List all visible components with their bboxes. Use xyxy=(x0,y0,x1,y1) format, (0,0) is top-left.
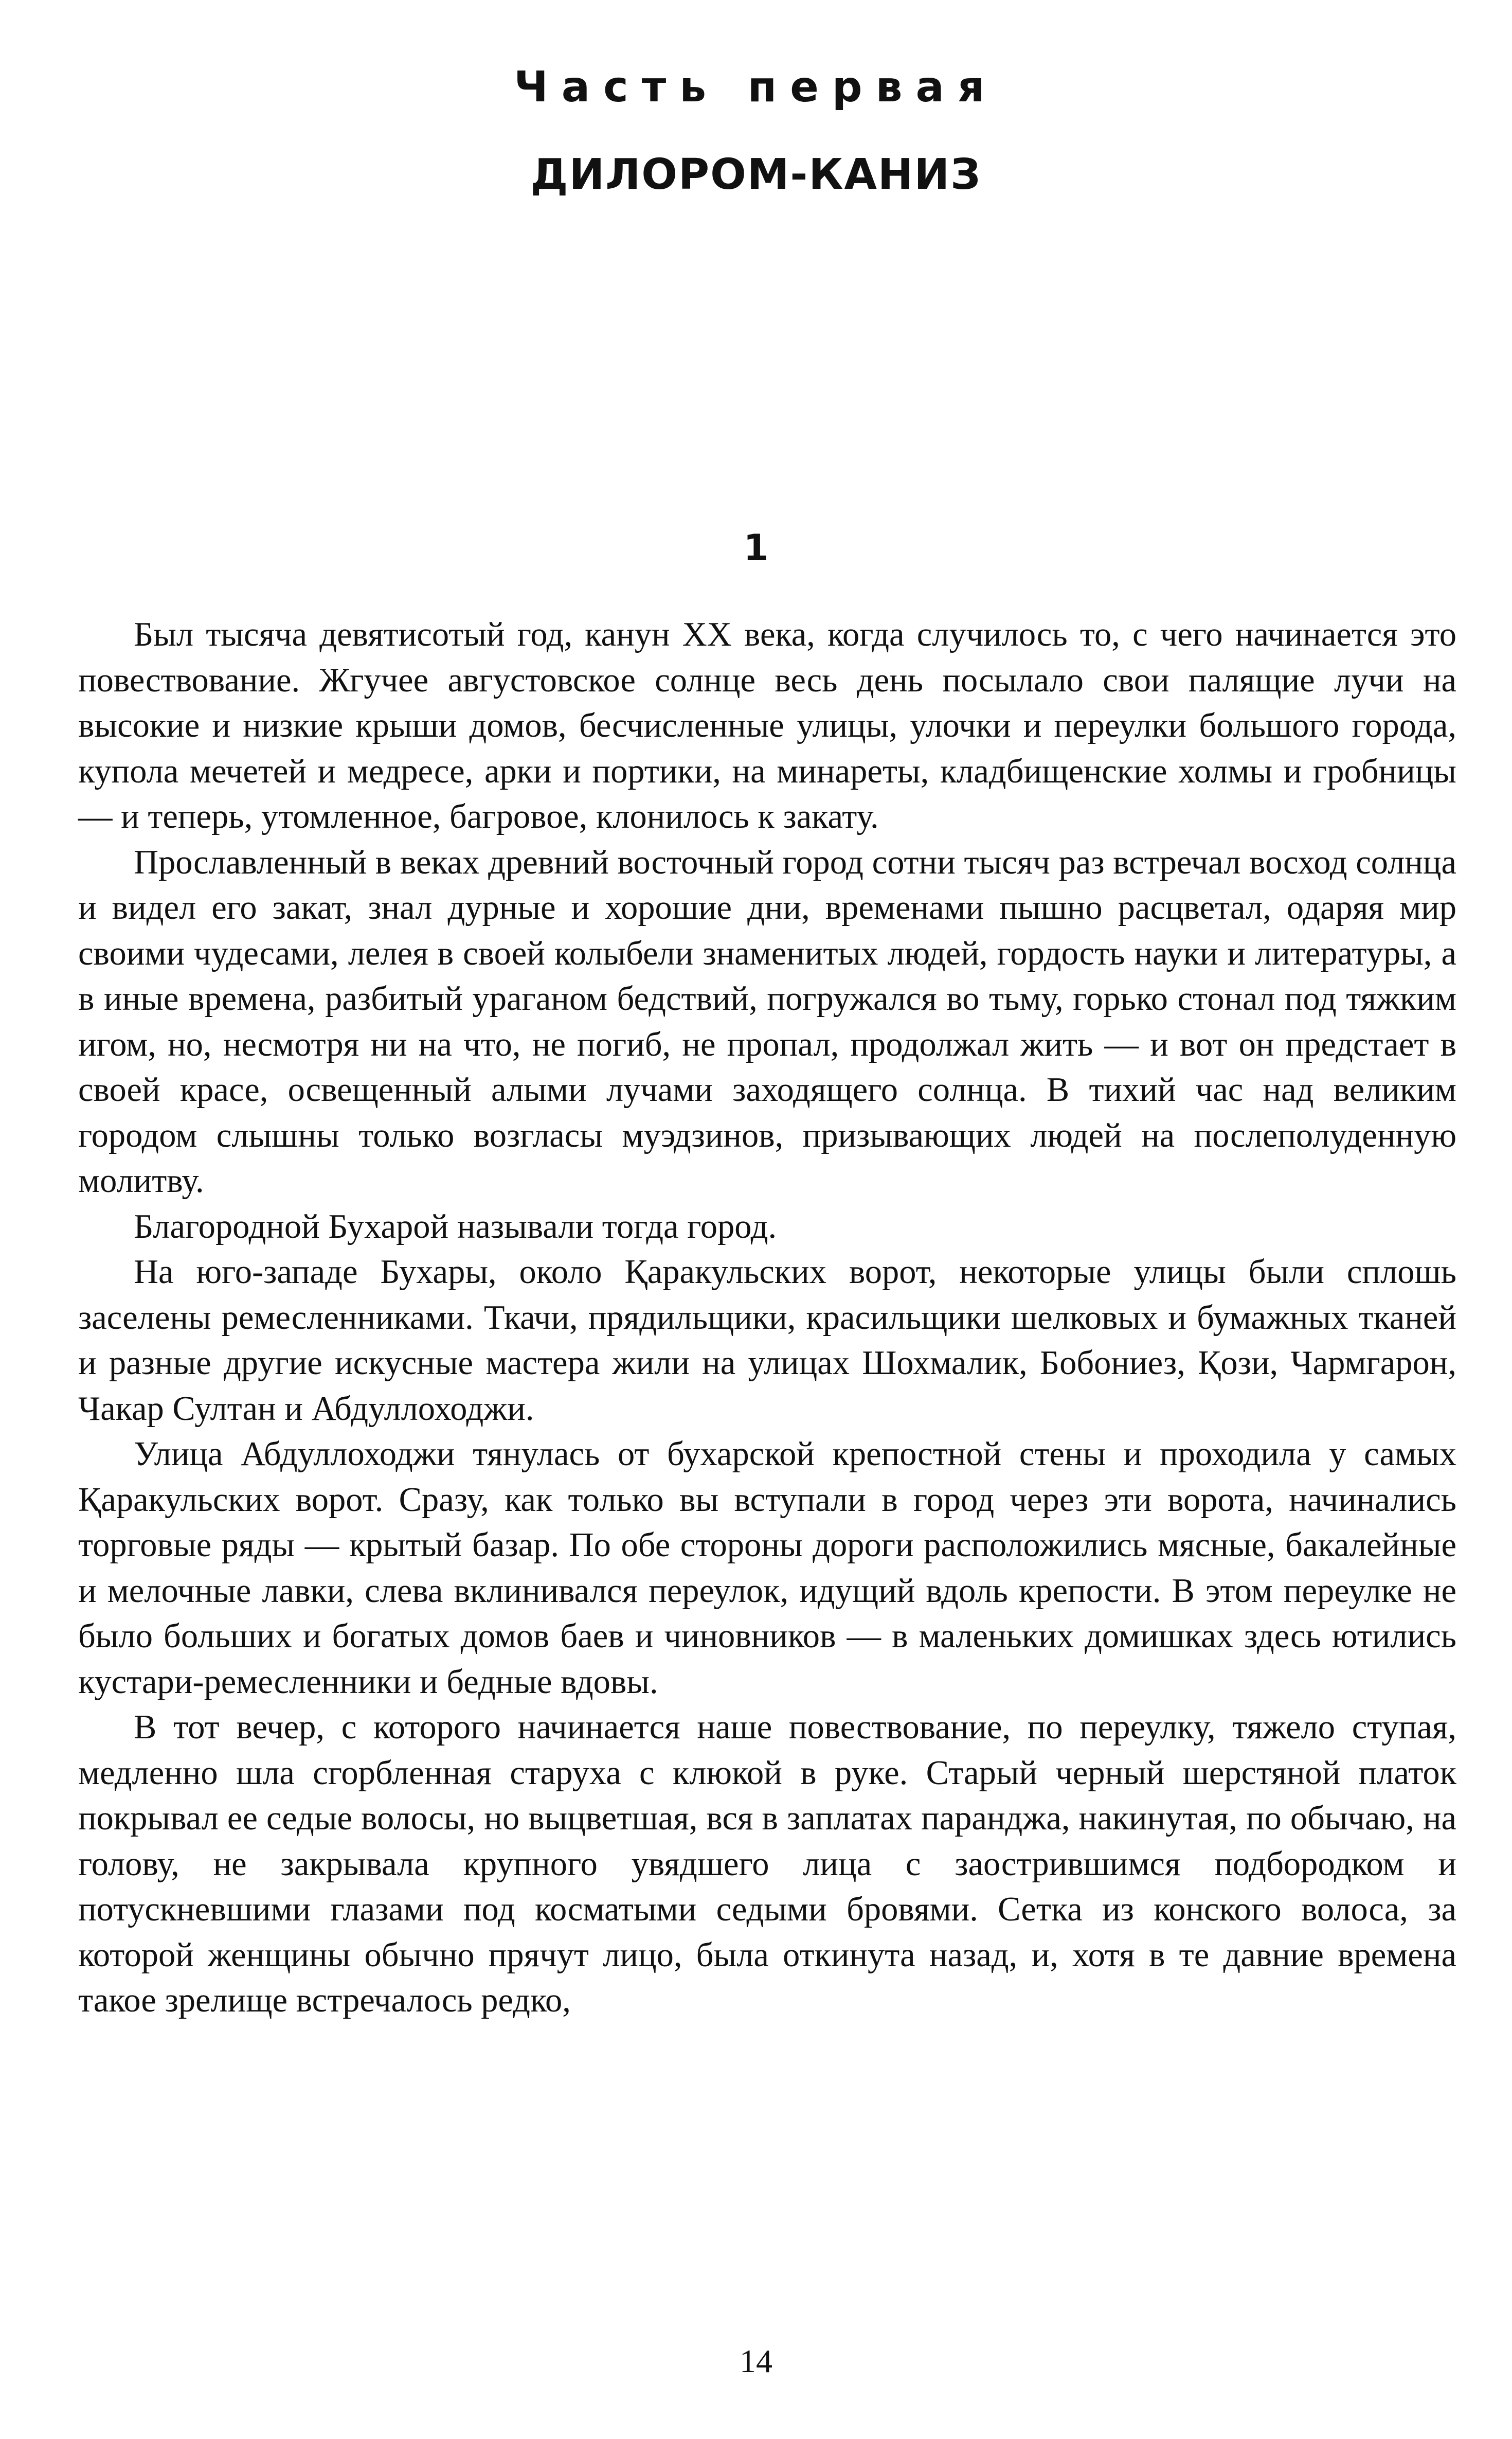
part-title: Часть первая xyxy=(514,63,998,112)
paragraph: Прославленный в веках древний восточный город сотни тысяч раз встречал восход солнца и видел его закат, знал дурные и хорошие дни, временами пышно расцветал, одаряя мир своими чудесами, лелея в своей колыбели знаменитых людей, гордость науки и литературы, а в иные времена, разбитый ураганом бедствий, погружался во тьму, горько стонал под тяжким игом, но, несмотря ни на что, не погиб, не пропал, продолжал жить — и вот он предстает в своей красе, освещенный алыми лучами заходящего солнца. В тихий час над великим городом слышны только возгласы муэдзинов, призывающих людей на послеполуденную молитву. xyxy=(78,843,1456,1200)
body-text xyxy=(78,612,1456,2024)
page-number: 14 xyxy=(740,2343,772,2379)
paragraph: На юго-западе Бухары, около Қаракульских ворот, некоторые улицы были сплошь заселены ремесленниками. Ткачи, прядильщики, красильщики шелковых и бумажных тканей и разные другие искусные мастера жили на улицах Шохмалик, Бобониез, Қози, Чармгарон, Чакар Султан и Абдуллоходжи. xyxy=(78,1253,1456,1428)
paragraph: В тот вечер, с которого начинается наше повествование, по переулку, тяжело ступая, медленно шла сгорбленная старуха с клюкой в руке. Старый черный шерстяной платок покрывал ее седые волосы, но выцветшая, вся в заплатах паранджа, накинутая, по обычаю, на голову, не закрывала крупного увядшего лица с заострившимся подбородком и потускневшими глазами под косматыми седыми бровями. Сетка из конского волоса, за которой женщины обычно прячут лицо, была откинута назад, и, хотя в те давние времена такое зрелище встречалось редко, xyxy=(78,1708,1456,2019)
section-number: 1 xyxy=(743,527,769,569)
chapter-title: ДИЛОРОМ-КАНИЗ xyxy=(530,150,982,199)
paragraph: Благородной Бухарой называли тогда город. xyxy=(134,1207,777,1245)
paragraph: Был тысяча девятисотый год, канун XX века, когда случилось то, с чего начинается это повествование. Жгучее августовское солнце весь день посылало свои палящие лучи на высокие и низкие крыши домов, бесчисленные улицы, улочки и переулки большого города, купола мечетей и медресе, арки и портики, на минареты, кладбищенские холмы и гробницы — и теперь, утомленное, багровое, клонилось к закату. xyxy=(78,616,1456,835)
paragraph: Улица Абдуллоходжи тянулась от бухарской крепостной стены и проходила у самых Қаракульских ворот. Сразу, как только вы вступали в город через эти ворота, начинались торговые ряды — крытый базар. По обе стороны дороги расположились мясные, бакалейные и мелочные лавки, слева вклинивался переулок, идущий вдоль крепости. В этом переулке не было больших и богатых домов баев и чиновников — в маленьких домишках здесь ютились кустари-ремесленники и бедные вдовы. xyxy=(78,1435,1456,1701)
